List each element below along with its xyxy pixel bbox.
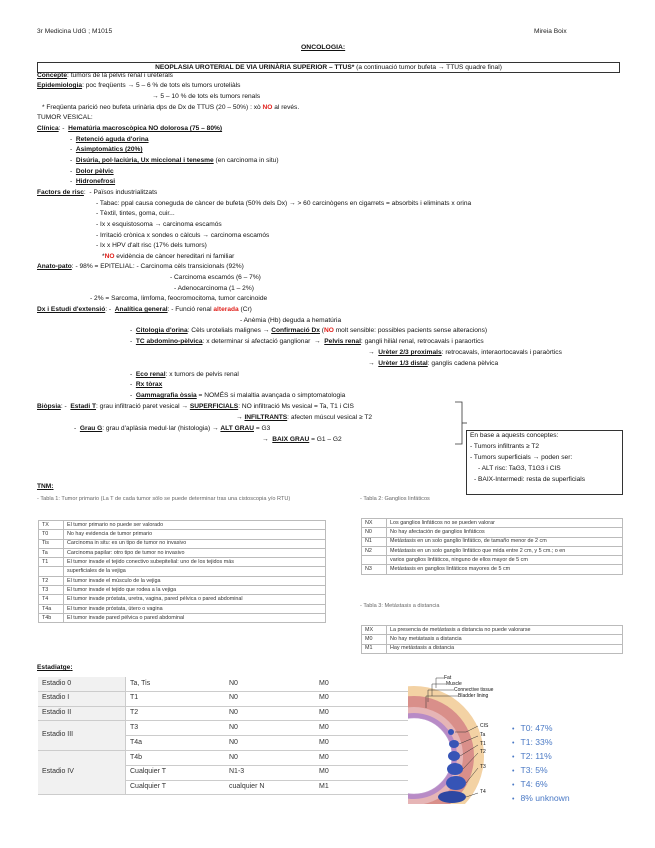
pct-t0-text: T0: 47% [520,723,553,733]
bio-alt-label: ALT GRAU [220,425,254,432]
dx-tc-2-text: : retrocavals, interaortocavals i paraòrtics [441,349,562,356]
concepts-line-2: - Tumors infiltrants ≥ T2 [470,443,540,450]
pct-t4-text: T4: 6% [520,779,548,789]
row-code: N1 [362,537,387,546]
dx-analitica-alterada: alterada [213,306,239,313]
clinica-item-1: Hematúria macroscòpica NO dolorosa (75 – 80%) [68,125,223,132]
bio-inf-label: INFILTRANTS [244,414,288,421]
stage-m: M0 [315,691,413,706]
clinica-line-5: - Dolor pèlvic [70,168,114,175]
table2-caption: - Tabla 2: Ganglios linfáticos [360,496,430,502]
stage-n: N0 [225,750,315,765]
epi-note-b: al revés. [272,104,300,111]
row-description: No hay evidencia de tumor primario [64,530,326,539]
stage-t: Cualquier T [126,780,226,795]
row-description: Metástasis en un solo ganglio linfático que mida entre 2 cm, y 5 cm.; o en [387,546,623,555]
pct-t4: • T4: 6% [512,779,548,789]
bio-baix-text: = G1 – G2 [309,436,342,443]
dx-tc-label: TC abdomino-pèlvica [135,338,203,345]
row-code: T4b [39,613,64,622]
pct-t0: • T0: 47% [512,723,553,733]
dx-eco-label: Eco renal [135,371,166,378]
row-description: El tumor invade próstata, uretra, vagina, pared pélvica o pared abdominal [64,595,326,604]
stage-t3-label: T3 [480,764,486,770]
dx-gam-label: Gammagrafia òssia [135,392,197,399]
layer-lining: Bladder lining [458,693,489,699]
pct-unknown: • 8% unknown [512,793,570,803]
ap-line-4: - 2% = Sarcoma, limfoma, feocromocitoma, tumor carcinoide [90,295,268,302]
dx-tc-1-text: : gangli hiliàl renal, retrocavals i paraortics [360,338,484,345]
dx-confirmacio: Confirmació Dx [271,327,320,334]
row-description: El tumor invade el tejido conectivo subepitelial: uno de los tejidos más [64,558,326,567]
row-description: El tumor invade el tejido que rodea a la vejiga [64,586,326,595]
tumor-t1 [448,751,460,761]
dx-citologia-label: Citologia d'orina [135,327,188,334]
ap-line-2: - Carcinoma escamós (6 – 7%) [170,274,261,281]
row-code: T4a [39,604,64,613]
stage-t2-label: T2 [480,749,486,755]
stage-m: M0 [315,736,413,751]
table-row [39,576,326,585]
clinica-line-6: - Hidronefrosi [70,178,116,185]
dx-citologia-a: : Cèls urotelials malignes → [187,327,272,334]
epi-note [42,104,299,112]
risc-item-0: - Països industrialitzats [89,189,158,196]
dx-gam-text: = NOMÉS si malaltia avançada o simptomatologia [196,392,346,399]
dx-line-8: - Rx tòrax [130,381,163,388]
row-description: El tumor primario no puede ser valorado [64,521,326,530]
dx-label: Dx i Estudi d'extensió [37,306,106,313]
row-code: T1 [39,558,64,567]
layer-fat: Fat [444,675,452,681]
table-row [362,626,623,635]
dx-line-1: Dx i Estudi d'extensió: - Analítica general: - Funció renal alterada (Cr) [37,306,252,313]
ap-line-1 [37,263,244,271]
stage-t: Ta, Tis [126,677,226,691]
tumor-ta [449,740,459,748]
risc-line-3: - Ix x esquistosoma → carcinoma escamós [96,221,222,228]
dx-line-6: → Urèter 1/3 distal: ganglis cadena pèlvica [368,360,499,367]
row-code: T4 [39,595,64,604]
table-row [362,556,623,565]
dx-analitica-b: (Cr) [238,306,252,313]
row-code: Tis [39,539,64,548]
row-description: Carcinoma in situ: es un tipo de tumor no invasivo [64,539,326,548]
row-code: TX [39,521,64,530]
estadiatge-label: Estadiatge: [37,664,73,671]
table-row [39,521,326,530]
stage-row [38,721,413,736]
stage-m: M0 [315,750,413,765]
stage-n: N0 [225,691,315,706]
bio-inf-text: : afecten múscul vesical ≥ T2 [287,414,373,421]
table-row [362,537,623,546]
table-row [362,528,623,537]
dx-line-9: - Gammagrafia òssia = NOMÉS si malaltia avançada o simptomatologia [130,392,346,399]
stage-n: N0 [225,706,315,721]
bio-line-3: - Grau G: grau d'aplàsia medul·lar (histologia) → ALT GRAU = G3 [74,425,271,432]
row-description: Carcinoma papilar: otro tipo de tumor no invasivo [64,548,326,557]
clinica-item-3: Asimptomàtics (20%) [75,146,143,153]
stage-t: T4a [126,736,226,751]
author-header: Mireia Boix [534,28,567,35]
table-row [39,613,326,622]
row-code: N3 [362,565,387,574]
clinica-label: Clínica [37,125,59,132]
dx-tc-2-label: Urèter 2/3 proximals [378,349,442,356]
tumor-t4 [438,791,466,803]
row-code: T0 [39,530,64,539]
stage-name: Estadio 0 [38,677,126,691]
ap-text-1: : - 98% = EPITELIAL: - Carcinoma cèls transicionals (92%) [71,263,244,270]
row-description: La presencia de metástasis a distancia no puede valorarse [387,626,623,635]
table-row [39,567,326,576]
row-description: superficiales de la vejiga [64,567,326,576]
stage-cis-label: CIS [480,723,489,729]
table-row [39,604,326,613]
bio-alt-text: = G3 [253,425,271,432]
epi-note-a: * Freqüenta parició neo bufeta urinària dps de Dx de TTUS (20 – 50%) : xò [42,104,263,111]
layer-connective: Connective tissue [454,687,494,693]
metastasis-table [361,625,623,654]
row-code: MX [362,626,387,635]
stage-m: M0 [315,677,413,691]
table-row [362,546,623,555]
stage-t: T1 [126,691,226,706]
bio-line-4: → BAIX GRAU = G1 – G2 [262,436,342,443]
row-code: NX [362,519,387,528]
dx-citologia-no: NO [323,327,334,334]
ap-label: Anato-pato [37,263,72,270]
course-header: 3r Medicina UdG ; M1015 [37,28,113,35]
bio-label: Biòpsia [37,403,61,410]
concepte-text: : tumors de la pelvis renal i ureterals [67,72,173,79]
clinica-item-6: Hidronefrosi [75,178,116,185]
stage-m: M0 [315,765,413,780]
dx-line-4: - TC abdomino-pèlvica: x determinar si afectació ganglionar → Pelvis renal: gangli hiliàl renal, retrocavals i paraortics [130,338,484,345]
epidemiologia-line [37,82,240,90]
dx-line-5: → Urèter 2/3 proximals: retrocavals, interaortocavals i paraòrtics [368,349,562,356]
bio-estadi-label: Estadi T [70,403,97,410]
clinica-line-2: - Retenció aguda d'orina [70,136,149,143]
epi-label: Epidemiologia [37,82,83,89]
concepts-line-4: - ALT risc: TaG3, T1G3 i CIS [478,465,561,472]
risc-line-5: - Ix x HPV d'alt risc (17% dels tumors) [96,242,207,249]
row-description: El tumor invade el músculo de la vejiga [64,576,326,585]
dx-citologia-b: ( [319,327,324,334]
stage-m: M0 [315,706,413,721]
stage-t1-label: T1 [480,741,486,747]
stage-t: Cualquier T [126,765,226,780]
ap-line-3: - Adenocarcinoma (1 – 2%) [174,285,254,292]
epi-note-no: NO [262,104,273,111]
table-row [39,558,326,567]
dx-tc-3-label: Urèter 1/3 distal [378,360,428,367]
risc-line-6: *NO evidència de càncer hereditari ni familiar [102,253,235,260]
table-row [362,565,623,574]
row-code: T3 [39,586,64,595]
title-note: (a continuació tumor bufeta → TTUS quadre final) [356,64,502,71]
table-row [39,586,326,595]
bio-line-1: Biòpsia: - Estadi T: grau infiltració paret vesical → SUPERFICIALS: NO infiltració Ms vesical = Ta, T1 i CIS [37,403,354,410]
stage-m: M1 [315,780,413,795]
pct-t1-text: T1: 33% [520,737,553,747]
stage-n: N0 [225,677,315,691]
concepts-line-5: - BAIX-Intermedi: resta de superficials [474,476,586,483]
dx-tc-1-label: Pelvis renal [324,338,361,345]
clinica-line-3: - Asimptomàtics (20%) [70,146,143,153]
table-row [362,635,623,644]
concepte-label: Concepte [37,72,68,79]
stage-name: Estadio II [38,706,126,721]
concepts-line-1: En base a aquests conceptes: [470,432,559,439]
stage-name: Estadio IV [38,750,126,794]
row-description: No hay afectación de ganglios linfáticos [387,528,623,537]
risc-6-text: evidència de càncer hereditari ni familiar [114,253,235,260]
tumor-cis [448,729,454,735]
stage-t: T2 [126,706,226,721]
risc-label: Factors de risc [37,189,84,196]
clinica-item-5: Dolor pèlvic [75,168,114,175]
clinica-item-2: Retenció aguda d'orina [75,136,149,143]
table-row [362,644,623,653]
row-description: Metástasis en un solo ganglio linfático, de tamaño menor de 2 cm [387,537,623,546]
row-description: El tumor invade próstata, útero o vagina [64,604,326,613]
table-row [39,548,326,557]
stage-n: cualquier N [225,780,315,795]
stage-t: T4b [126,750,226,765]
dx-analitica-a: : - Funció renal [167,306,214,313]
bio-grau-label: Grau G [79,425,103,432]
risc-line-2: - Tèxtil, tintes, goma, cuir... [96,210,175,217]
row-code: M0 [362,635,387,644]
tnm-text: TNM [37,483,52,490]
tumor-t2 [447,763,463,775]
table-row [39,595,326,604]
stage-n: N0 [225,736,315,751]
row-description: El tumor invade pared pélvica o pared abdominal [64,613,326,622]
row-code: Ta [39,548,64,557]
stage-row [38,677,413,691]
stage-t4-label: T4 [480,789,486,795]
bio-baix-label: BAIX GRAU [272,436,310,443]
pct-t3: • T3: 5% [512,765,548,775]
stage-t: T3 [126,721,226,736]
concepts-line-3: - Tumors superficials → poden ser: [470,454,573,461]
clinica-line-1: Clínica: - Hematúria macroscòpica NO dolorosa (75 – 80%) [37,125,223,132]
clinica-item-4-note: (en carcinoma in situ) [213,157,279,164]
dx-tc-3-text: : ganglis cadena pèlvica [427,360,499,367]
pct-t3-text: T3: 5% [520,765,548,775]
stage-row [38,691,413,706]
table-row [362,519,623,528]
clinica-line-4: - Disúria, pol·laciúria, Ux miccional i tenesme (en carcinoma in situ) [70,157,279,164]
stage-n: N0 [225,721,315,736]
dx-eco-text: : x tumors de pelvis renal [165,371,239,378]
pct-unknown-text: 8% unknown [520,793,570,803]
concepte-line [37,72,173,80]
risc-line-0: Factors de risc: - Països industrialitzats [37,189,158,196]
tumor-t3 [446,776,466,790]
row-description: Metástasis en ganglios linfáticos mayores de 5 cm [387,565,623,574]
bio-grau-text: : grau d'aplàsia medul·lar (histologia) → [102,425,221,432]
bio-line-2: → INFILTRANTS: afecten múscul vesical ≥ T2 [236,414,373,421]
row-code: M1 [362,644,387,653]
row-code: N0 [362,528,387,537]
row-code: N2 [362,546,387,555]
tnm-label: TNM: [37,483,54,490]
layer-muscle: Muscle [446,681,462,687]
stage-name: Estadio III [38,721,126,751]
stage-row [38,706,413,721]
estadiatge-text: Estadiatge [37,664,71,671]
table-row [39,539,326,548]
dx-analitica-label: Analítica general [114,306,168,313]
risc-line-4: - Irritació crònica x sondes o càlculs → carcinoma escamós [96,232,270,239]
row-code [362,556,387,565]
table3-caption: - Tabla 3: Metástasis a distancia [360,603,440,609]
bio-estadi-text: : grau infiltració paret vesical → [96,403,190,410]
row-code: T2 [39,576,64,585]
row-description: No hay metástasis a distancia [387,635,623,644]
dx-citologia-c: molt sensible: possibles pacients sense alteracions) [333,327,488,334]
row-code [39,567,64,576]
dx-line-3: - Citologia d'orina: Cèls urotelials malignes → Confirmació Dx (NO molt sensible: possibles pacients sense alteracions) [130,327,488,334]
bio-sup-text: : NO infiltració Ms vesical = Ta, T1 i CIS [238,403,354,410]
stage-m: M0 [315,721,413,736]
epi-text-1: : poc freqüents → 5 – 6 % de tots els tumors uroteliàls [82,82,241,89]
dx-tc-text: : x determinar si afectació ganglionar [202,338,311,345]
estadiatge-table [38,677,413,795]
pct-t1: • T1: 33% [512,737,553,747]
row-description: varios ganglios linfáticos, ninguno de ellos mayor de 5 cm [387,556,623,565]
tumor-vesical-heading: TUMOR VESICAL: [37,114,93,121]
tumor-primario-table [38,520,326,623]
row-description: Los ganglios linfáticos no se pueden valorar [387,519,623,528]
risc-no: NO [104,253,115,260]
dx-line-2: - Anèmia (Hb) deguda a hematúria [240,317,342,324]
table-row [39,530,326,539]
table1-caption: - Tabla 1: Tumor primario (La T de cada tumor sólo se puede determinar tras una cistoscopia y/o RTU) [37,496,291,502]
clinica-item-4: Disúria, pol·laciúria, Ux miccional i tenesme [75,157,214,164]
dx-line-7: - Eco renal: x tumors de pelvis renal [130,371,239,378]
epi-line-2: → 5 – 10 % de tots els tumors renals [152,93,261,100]
stage-n: N1-3 [225,765,315,780]
stage-row [38,750,413,765]
section-title: ONCOLOGIA: [301,44,346,51]
pct-t2-text: T2: 11% [520,751,552,761]
ganglios-table [361,518,623,575]
stage-ta-label: Ta [480,732,486,738]
pct-t2: • T2: 11% [512,751,552,761]
dx-rx: Rx tòrax [135,381,163,388]
risc-line-1: - Tabac: ppal causa coneguda de càncer de bufeta (50% dels Dx) → > 60 carcinògens en cigarrets = absorbits i eliminats x orina [96,200,472,207]
bio-sup-label: SUPERFICIALS [189,403,239,410]
title-main: NEOPLASIA UROTERIAL DE VIA URINÀRIA SUPERIOR – TTUS* [155,64,355,71]
row-description: Hay metástasis a distancia [387,644,623,653]
stage-name: Estadio I [38,691,126,706]
